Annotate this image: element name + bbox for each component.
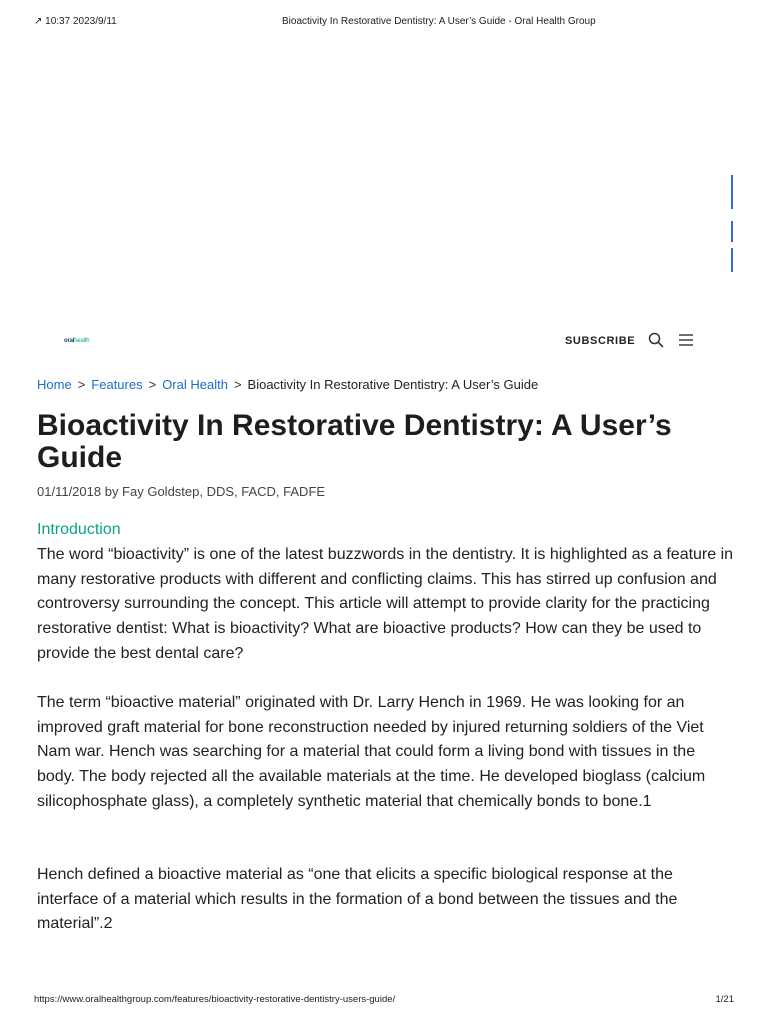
- breadcrumb-features[interactable]: Features: [91, 377, 143, 392]
- print-page-title: Bioactivity In Restorative Dentistry: A User’s Guide - Oral Health Group: [282, 16, 596, 27]
- logo-text-main: oral: [64, 338, 75, 344]
- subscribe-button[interactable]: SUBSCRIBE: [565, 335, 636, 347]
- breadcrumb-home[interactable]: Home: [37, 377, 72, 392]
- ad-edge-line: [731, 221, 733, 242]
- ad-edge-line: [731, 175, 733, 209]
- site-navbar: [0, 330, 768, 354]
- breadcrumb-separator: >: [233, 377, 242, 392]
- article-paragraph: The word “bioactivity” is one of the latest buzzwords in the dentistry. It is highlighted as a feature in many restorative products with different and conflicting claims. This has stirred up confusion and controversy surrounding the concept. This article will attempt to provide clarity for the practicing restorative dentist: What is bioactivity? What are bioactive products? How can they be used to provide the best dental care?: [37, 546, 734, 662]
- print-footer: [34, 994, 734, 1008]
- search-icon[interactable]: [648, 332, 664, 348]
- print-timestamp: ↗ 10:37 2023/9/11: [34, 16, 117, 27]
- logo-text-accent: health: [74, 338, 90, 344]
- breadcrumb-separator: >: [148, 377, 157, 392]
- hamburger-menu-icon[interactable]: [678, 333, 694, 347]
- print-page-url: https://www.oralhealthgroup.com/features/bioactivity-restorative-dentistry-users-guide/: [34, 994, 396, 1005]
- breadcrumb-separator: >: [77, 377, 86, 392]
- breadcrumb-current: Bioactivity In Restorative Dentistry: A User’s Guide: [247, 377, 539, 392]
- section-heading-introduction: Introduction: [37, 521, 121, 538]
- print-page-number: 1/21: [715, 994, 734, 1005]
- breadcrumb-oral-health[interactable]: Oral Health: [162, 377, 228, 392]
- site-logo[interactable]: [64, 338, 89, 344]
- ad-edge-line: [731, 248, 733, 272]
- article-paragraph: The term “bioactive material” originated with Dr. Larry Hench in 1969. He was looking for an improved graft material for bone reconstruction needed by injured returning soldiers of the Viet Nam war. Hench was searching for a material that could form a living bond with tissues in the body. The body rejected all the available materials at the time. He developed bioglass (calcium silicophosphate glass), a completely synthetic material that chemically bonds to bone.1: [37, 694, 706, 810]
- ad-placeholder: [0, 40, 768, 320]
- print-header: [34, 16, 734, 30]
- article-paragraph: Hench defined a bioactive material as “one that elicits a specific biological response at the interface of a material which results in the formation of a bond between the tissues and the material”.2: [37, 866, 678, 933]
- article-title: Bioactivity In Restorative Dentistry: A User’s Guide: [37, 409, 672, 474]
- breadcrumb: [37, 377, 538, 392]
- article-byline: 01/11/2018 by Fay Goldstep, DDS, FACD, FADFE: [37, 484, 326, 499]
